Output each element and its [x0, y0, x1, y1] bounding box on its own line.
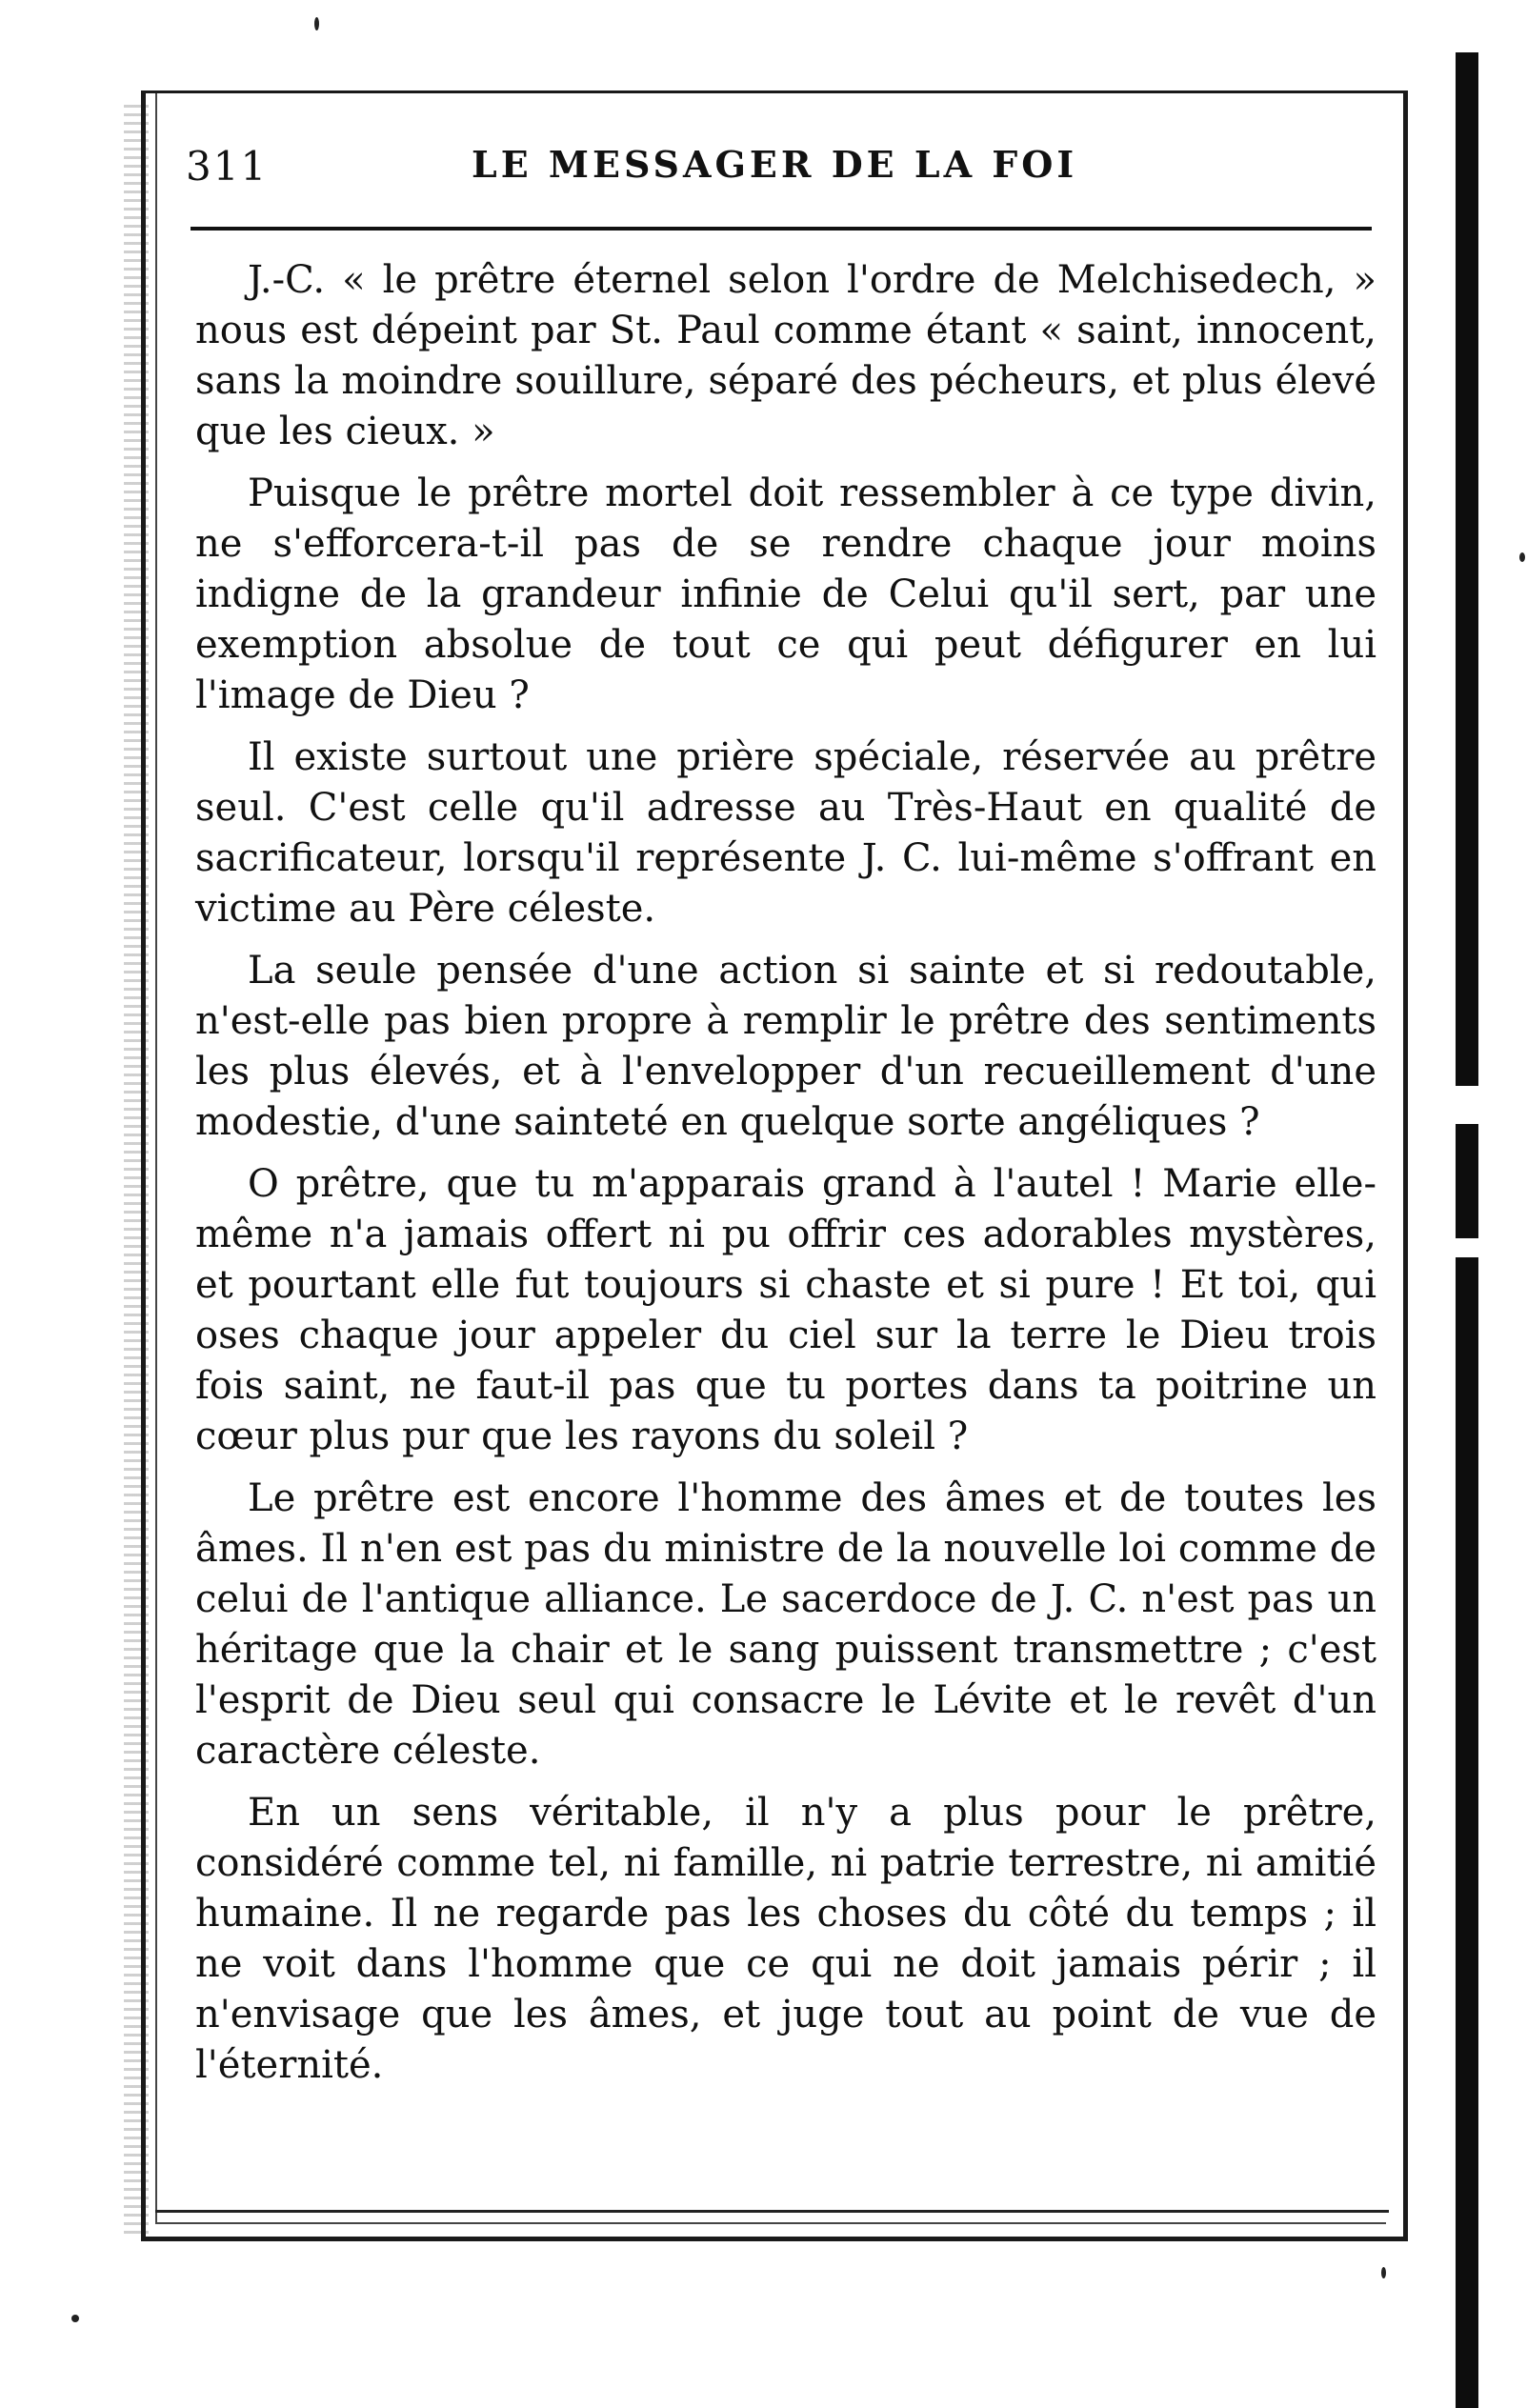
paragraph: En un sens véritable, il n'y a plus pour le prêtre, considéré comme tel, ni famille, ni patrie terrestre, ni amitié humaine. Il ne regarde pas les choses du côté du temps ; il ne voit dans l'homme que ce qui ne doit jamais périr ; il n'envisage que les âmes, et juge tout au point de vue de l'éternité. [195, 1791, 1376, 2087]
bottom-rule [155, 2210, 1389, 2213]
scan-speck [314, 17, 319, 30]
scan-speck [1381, 2267, 1386, 2278]
book-spine-shadow [1456, 52, 1478, 2408]
paragraph: La seule pensée d'une action si sainte et si redoutable, n'est-elle pas bien propre à remplir le prêtre des sentiments les plus élevés, et à l'envelopper d'un recueillement d'une modestie, d'une sainteté en quelque sorte angéliques ? [195, 949, 1376, 1144]
body-text [195, 255, 1376, 2091]
running-header [186, 143, 1376, 200]
running-title: LE MESSAGER DE LA FOI [472, 143, 1078, 186]
header-rule [191, 227, 1372, 231]
page-number: 311 [186, 143, 269, 190]
spine-gap [1448, 1238, 1486, 1257]
paragraph: Le prêtre est encore l'homme des âmes et de toutes les âmes. Il n'en est pas du ministre de la nouvelle loi comme de celui de l'antique alliance. Le sacerdoce de J. C. n'est pas un héritage que la chair et le sang puissent transmettre ; c'est l'esprit de Dieu seul qui consacre le Lévite et le revêt d'un caractère céleste. [195, 1476, 1376, 1773]
paragraph: J.-C. « le prêtre éternel selon l'ordre de Melchisedech, » nous est dépeint par St. Paul comme étant « saint, innocent, sans la moindre souillure, séparé des pécheurs, et plus élevé que les cieux. » [195, 258, 1376, 453]
scan-speck [1519, 552, 1525, 562]
paragraph: O prêtre, que tu m'apparais grand à l'autel ! Marie elle-même n'a jamais offert ni pu offrir ces adorables mystères, et pourtant elle fut toujours si chaste et si pure ! Et toi, qui oses chaque jour appeler du ciel sur la terre le Dieu trois fois saint, ne faut-il pas que tu portes dans ta poitrine un cœur plus pur que les rayons du soleil ? [195, 1162, 1376, 1458]
spine-gap [1448, 1086, 1486, 1124]
paragraph: Puisque le prêtre mortel doit ressembler à ce type divin, ne s'efforcera-t-il pas de se rendre chaque jour moins indigne de la grandeur infinie de Celui qu'il sert, par une exemption absolue de tout ce qui peut défigurer en lui l'image de Dieu ? [195, 472, 1376, 717]
scan-speck [71, 2315, 79, 2322]
paragraph: Il existe surtout une prière spéciale, réservée au prêtre seul. C'est celle qu'il adresse au Très-Haut en qualité de sacrificateur, lorsqu'il représente J. C. lui-même s'offrant en victime au Père céleste. [195, 735, 1376, 931]
